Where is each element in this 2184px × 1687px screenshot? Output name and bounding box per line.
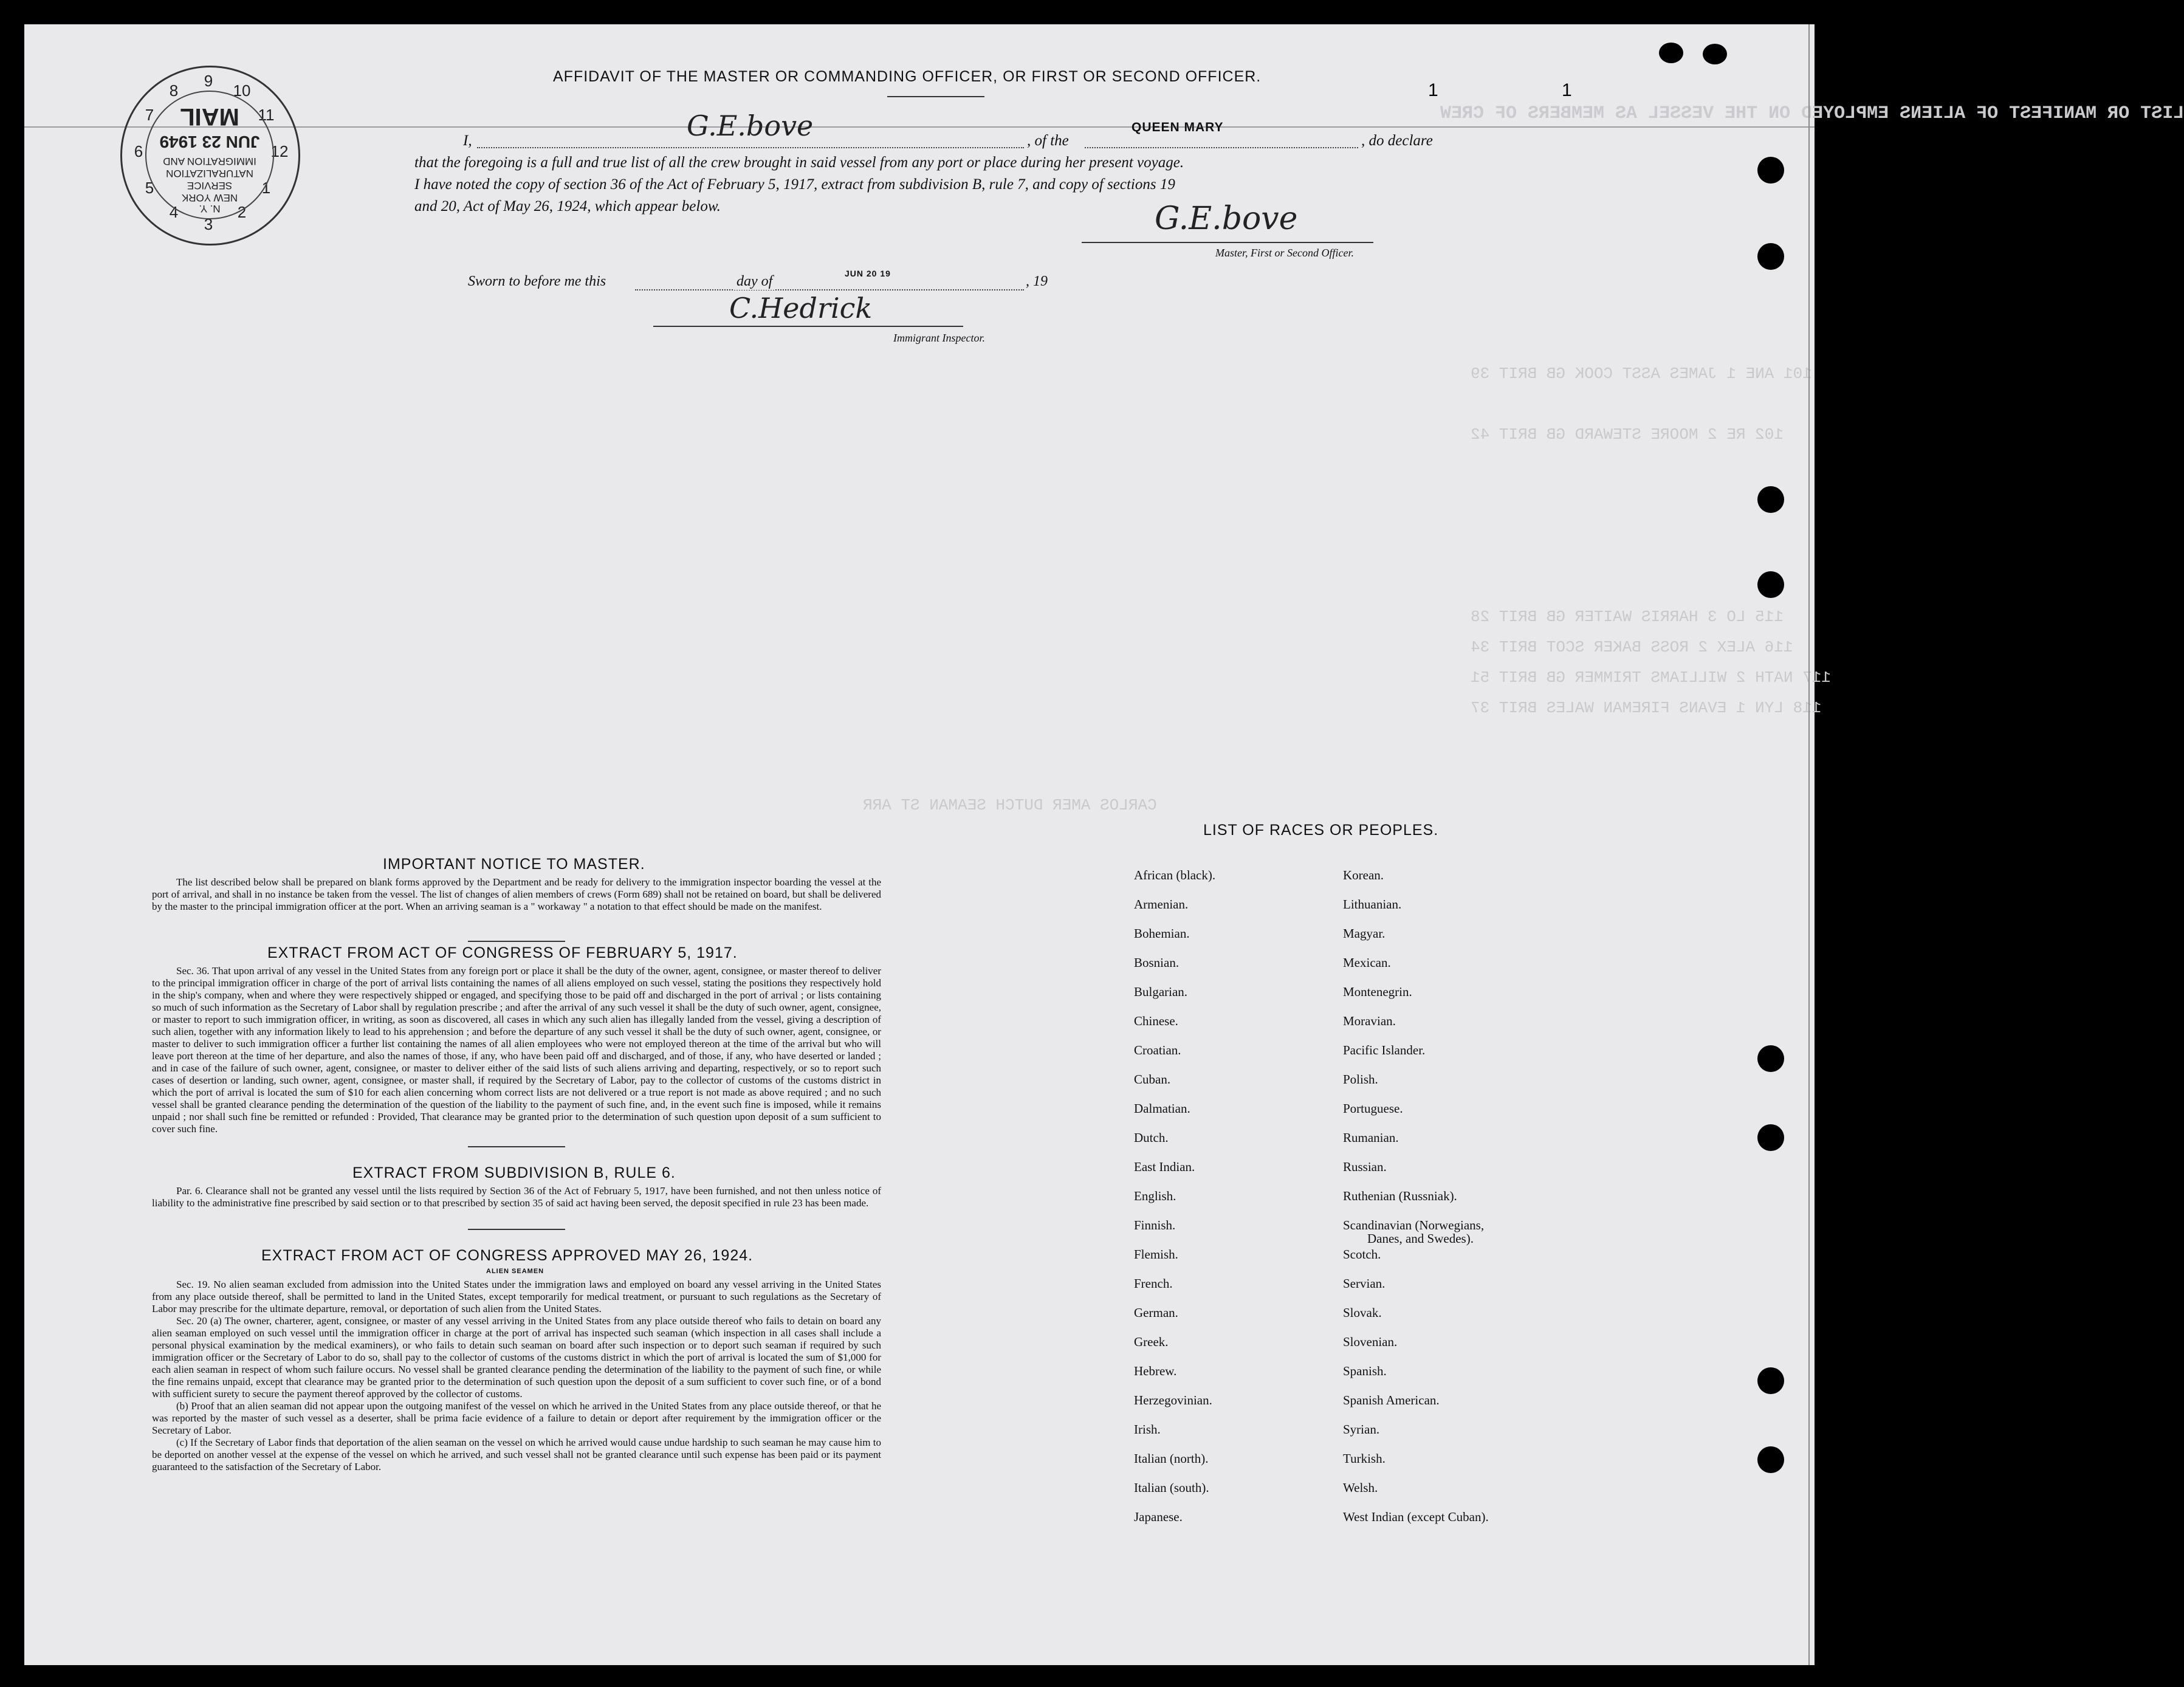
race-item: Syrian. <box>1343 1422 1380 1437</box>
stamp-text: IMMIGRATION AND <box>163 156 256 167</box>
race-item: Slovak. <box>1343 1305 1382 1320</box>
tick-mark: 1 <box>1428 80 1438 100</box>
notice-paragraph: The list described below shall be prepared on blank forms approved by the Department and be ready for delivery to the immigration inspector boarding the vessel at the port of arrival, and shall in no instance be taken from the vessel. The list of changes of alien members of crews (Form 689) shall not be retained on board, but shall be delivered by the master to the principal immigration officer at the port. When an arriving seaman is a " workaway " a notation to that effect should be made on the manifest. <box>152 876 881 912</box>
race-item: Portuguese. <box>1343 1101 1403 1116</box>
sec-20b-paragraph: (b) Proof that an alien seaman did not appear upon the outgoing manifest of the vessel on which he arrived in the United States from any place outside thereof, or that he was reported by the master of such vessel as a deserter, shall be prima facie evidence of a failure to detain or deport after requirement by the immigration officer or the Secretary of Labor. <box>152 1400 881 1436</box>
punch-hole <box>1757 243 1784 270</box>
affidavit-line: that the foregoing is a full and true list of all the crew brought in said vessel from any port or place during her present voyage. <box>414 154 1184 171</box>
svg-text:3: 3 <box>204 215 213 233</box>
race-item: Dalmatian. <box>1134 1101 1190 1116</box>
punch-hole <box>1757 1367 1784 1394</box>
subdivision-b-title: EXTRACT FROM SUBDIVISION B, RULE 6. <box>352 1164 676 1181</box>
punch-hole <box>1757 157 1784 184</box>
bleed-through: 116 ALEX 2 ROSS BAKER SCOT BRIT 34 <box>1471 638 1793 656</box>
race-item: Montenegrin. <box>1343 984 1412 999</box>
punch-hole <box>1757 486 1784 513</box>
race-item: Hebrew. <box>1134 1364 1177 1378</box>
affidavit-of-the: , of the <box>1027 132 1069 149</box>
race-item: Ruthenian (Russniak). <box>1343 1189 1457 1203</box>
race-item: Magyar. <box>1343 926 1386 941</box>
sec-20a-paragraph: Sec. 20 (a) The owner, charterer, agent, consignee, or master of any vessel arriving in the United States from any place outside thereof who fails to detain on board any alien seaman employed on such vessel until the immigration officer in charge at the port of arrival has inspected such seaman (which inspection in all cases shall include a personal physical examination by the medical examiners), or who fails to detain such seaman on board after such inspection or to deport such seaman if required by such immigration officer or the Secretary of Labor to do so, shall pay to the collector of customs of the customs district in which the port of arrival is located the sum of $1,000 for each alien seaman in respect of whom such failure occurs. No vessel shall be granted clearance pending the determination of the liability to the payment of such fine, or while the fine remains unpaid, except that clearance may be granted prior to the determination of such question upon the deposit of a sum sufficient to cover such fine, or of a bond with sufficient surety to secure the payment thereof approved by the collector of customs. <box>152 1315 881 1400</box>
race-item: Servian. <box>1343 1276 1386 1291</box>
date-stamp: JUN 20 19 <box>845 269 891 278</box>
race-item: Danes, and Swedes). <box>1367 1231 1474 1246</box>
races-right-column <box>1343 868 1586 1561</box>
bleed-through: 115 LO 3 HARRIS WAITER GB BRIT 28 <box>1471 608 1784 626</box>
master-title: Master, First or Second Officer. <box>1215 247 1354 259</box>
race-item: Korean. <box>1343 868 1384 882</box>
notice-text <box>152 876 881 913</box>
punch-hole <box>1703 44 1727 64</box>
extract-1924-text <box>152 1279 881 1473</box>
immigration-mail-stamp <box>120 66 300 246</box>
race-item: Bulgarian. <box>1134 984 1188 999</box>
race-item: English. <box>1134 1189 1176 1203</box>
extract-1924-subtitle: ALIEN SEAMEN <box>486 1268 544 1275</box>
race-item: African (black). <box>1134 868 1216 882</box>
stamp-text: NATURALIZATION <box>166 168 253 179</box>
stamp-text: SERVICE <box>187 180 233 191</box>
race-item: Flemish. <box>1134 1247 1178 1262</box>
extract-1917-text <box>152 965 881 1135</box>
stamp-center <box>145 91 274 219</box>
race-item: Italian (south). <box>1134 1480 1209 1495</box>
affidavit-line: and 20, Act of May 26, 1924, which appear below. <box>414 198 721 215</box>
bleed-through: 118 LYN 1 EVANS FIREMAN WALES BRIT 37 <box>1471 699 1822 717</box>
race-item: Cuban. <box>1134 1072 1171 1087</box>
race-item: Spanish American. <box>1343 1393 1440 1407</box>
race-item: Finnish. <box>1134 1218 1176 1232</box>
bleed-through: 101 ANE 1 JAMES ASST COOK GB BRIT 39 <box>1471 365 1812 383</box>
affidavit-line: I have noted the copy of section 36 of the Act of February 5, 1917, extract from subdivision B, rule 7, and copy of sections 19 <box>414 176 1175 193</box>
name-blank-line <box>477 147 1024 148</box>
race-item: French. <box>1134 1276 1173 1291</box>
tick-mark: 1 <box>1562 80 1572 100</box>
race-item: Mexican. <box>1343 955 1391 970</box>
punch-hole <box>1659 43 1683 63</box>
bleed-through: 117 NATH 2 WILLIAMS TRIMMER GB BRIT 51 <box>1471 668 1831 687</box>
svg-text:11: 11 <box>258 106 275 124</box>
divider <box>887 96 984 97</box>
svg-text:10: 10 <box>233 81 251 100</box>
master-signature: G.E.bove <box>1155 201 1298 237</box>
stamp-text: N. Y. <box>199 203 221 215</box>
race-item: Bosnian. <box>1134 955 1180 970</box>
race-item: German. <box>1134 1305 1178 1320</box>
stamp-text: NEW YORK <box>181 192 238 204</box>
punch-hole <box>1757 1124 1784 1151</box>
svg-text:6: 6 <box>134 142 143 160</box>
master-name-handwritten: G.E.bove <box>687 109 814 142</box>
races-title: LIST OF RACES OR PEOPLES. <box>1203 822 1439 839</box>
vessel-blank-line <box>1085 147 1358 148</box>
divider <box>468 1229 565 1230</box>
race-item: West Indian (except Cuban). <box>1343 1510 1489 1524</box>
race-item: Polish. <box>1343 1072 1378 1087</box>
affidavit-i-label: I, <box>463 132 472 149</box>
race-item: Herzegovinian. <box>1134 1393 1212 1407</box>
vessel-name: QUEEN MARY <box>1131 120 1224 134</box>
bleed-through: LIST OR MANIFEST OF ALIENS EMPLOYED ON THE VESSEL AS MEMBERS OF CREW <box>1440 103 2184 124</box>
subdivision-b-text <box>152 1185 881 1209</box>
race-item: Slovenian. <box>1343 1335 1398 1349</box>
sworn-label: Sworn to before me this <box>468 273 606 289</box>
year-label: , 19 <box>1026 273 1048 289</box>
inspector-title: Immigrant Inspector. <box>893 332 985 344</box>
bleed-through: CARLOS AMER DUTCH SEAMAN ST ARR <box>863 796 1157 814</box>
race-item: Italian (north). <box>1134 1451 1209 1466</box>
document-page <box>24 24 2184 1665</box>
inspector-signature-line <box>653 326 963 327</box>
punch-hole <box>1757 571 1784 598</box>
race-item: Japanese. <box>1134 1510 1183 1524</box>
section-36-paragraph: Sec. 36. That upon arrival of any vessel in the United States from any foreign port or place it shall be the duty of the owner, agent, consignee, or master thereof to deliver to the principal immigration officer in charge of the port of arrival lists containing the names of all aliens employed on such vessel, stating the positions they respectively hold in the ship's company, when and where they were respectively shipped or engaged, and specifying those to be paid off and discharged in the port of arrival ; or lists containing so much of such information as the Secretary of Labor shall by regulation prescribe ; and after the arrival of any such vessel it shall be the duty of such owner, agent, consignee, or master to report to such immigration officer, in writing, as soon as discovered, all cases in which any such alien has illegally landed from the vessel, giving a description of such alien, together with any information likely to lead to his apprehension ; and before the departure of any such vessel it shall be the duty of such owner, agent, consignee, or master to deliver to such immigration officer a further list containing the names of all alien employees who were not employed thereon at the time of the arrival but who will leave port thereon at the time of her departure, and also the names of those, if any, who have been paid off and discharged, and of those, if any, who have deserted or landed ; and in case of the failure of such owner, agent, consignee, or master to deliver either of the said lists of such aliens arriving and departing, respectively, or so to report such cases of desertion or landing, such owner, agent, consignee, or master shall, if required by the Secretary of Labor, pay to the collector of customs of the customs district in which the port of arrival is located the sum of $10 for each alien concerning whom correct lists are not delivered or a true report is not made as above required ; and no such vessel shall be granted clearance pending the determination of the question of the liability to the payment of such fine, and, in the event such fine is imposed, while it remains unpaid ; nor shall such fine be remitted or refunded : Provided, That clearance may be granted prior to the determination of such question upon deposit of a sum sufficient to cover such fine. <box>152 965 881 1135</box>
svg-text:9: 9 <box>204 72 213 90</box>
punch-hole <box>1757 1045 1784 1072</box>
sec-19-paragraph: Sec. 19. No alien seaman excluded from admission into the United States under the immigration laws and employed on board any vessel arriving in the United States from any place outside thereof, shall be permitted to land in the United States, except temporarily for medical treatment, or pursuant to such regulations as the Secretary of Labor may prescribe for the ultimate departure, removal, or deportation of such alien from the United States. <box>152 1279 881 1314</box>
svg-text:2: 2 <box>237 203 247 221</box>
bleed-through: 102 RE 2 MOORE STEWARD GB BRIT 42 <box>1471 425 1784 444</box>
race-item: East Indian. <box>1134 1160 1195 1174</box>
stamp-text: MAIL <box>180 103 239 130</box>
race-item: Pacific Islander. <box>1343 1043 1426 1057</box>
race-item: Irish. <box>1134 1422 1161 1437</box>
day-of-label: day of <box>734 273 775 290</box>
race-item: Scotch. <box>1343 1247 1381 1262</box>
svg-text:7: 7 <box>145 106 154 124</box>
notice-title: IMPORTANT NOTICE TO MASTER. <box>383 856 645 873</box>
race-item: Moravian. <box>1343 1014 1396 1028</box>
sec-20c-paragraph: (c) If the Secretary of Labor finds that deportation of the alien seaman on the vessel on which he arrived would cause undue hardship to such seaman he may cause him to be deported on another vessel at the expense of the vessel on which he arrived, and such vessel shall not be granted clearance until such expense has been paid or its payment guaranteed to the satisfaction of the Secretary of Labor. <box>152 1437 881 1472</box>
affidavit-do-declare: , do declare <box>1361 132 1433 149</box>
race-item: Russian. <box>1343 1160 1387 1174</box>
race-item: Chinese. <box>1134 1014 1178 1028</box>
race-item: Turkish. <box>1343 1451 1386 1466</box>
page-edge-line <box>1808 24 1810 1665</box>
divider <box>468 941 565 942</box>
extract-1917-title: EXTRACT FROM ACT OF CONGRESS OF FEBRUARY 5, 1917. <box>267 944 738 961</box>
race-item: Dutch. <box>1134 1130 1169 1145</box>
race-item: Scandinavian (Norwegians, <box>1343 1218 1485 1232</box>
svg-text:1: 1 <box>261 179 271 197</box>
svg-text:4: 4 <box>169 203 179 221</box>
affidavit-title: AFFIDAVIT OF THE MASTER OR COMMANDING OFFICER, OR FIRST OR SECOND OFFICER. <box>553 68 1262 85</box>
svg-text:8: 8 <box>169 81 179 100</box>
sworn-blank-line <box>635 289 1024 290</box>
race-item: Spanish. <box>1343 1364 1387 1378</box>
inspector-signature: C.Hedrick <box>729 292 873 325</box>
signature-line <box>1082 242 1373 243</box>
race-item: Croatian. <box>1134 1043 1181 1057</box>
punch-hole <box>1757 1446 1784 1473</box>
divider <box>468 1146 565 1147</box>
stamp-date: JUN 23 1949 <box>159 132 260 151</box>
svg-text:12: 12 <box>270 142 289 160</box>
races-left-column <box>1134 868 1316 1561</box>
race-item: Armenian. <box>1134 897 1189 912</box>
par-6-paragraph: Par. 6. Clearance shall not be granted any vessel until the lists required by Section 36 of the Act of February 5, 1917, have been furnished, and not then unless notice of liability to the administrative fine prescribed by said section or to that prescribed by section 35 of said act having been served, the deposit specified in rule 23 has been made. <box>152 1185 881 1209</box>
race-item: Lithuanian. <box>1343 897 1402 912</box>
race-item: Welsh. <box>1343 1480 1378 1495</box>
race-item: Bohemian. <box>1134 926 1190 941</box>
race-item: Greek. <box>1134 1335 1169 1349</box>
race-item: Rumanian. <box>1343 1130 1399 1145</box>
extract-1924-title: EXTRACT FROM ACT OF CONGRESS APPROVED MAY 26, 1924. <box>261 1247 754 1264</box>
svg-text:5: 5 <box>145 179 154 197</box>
